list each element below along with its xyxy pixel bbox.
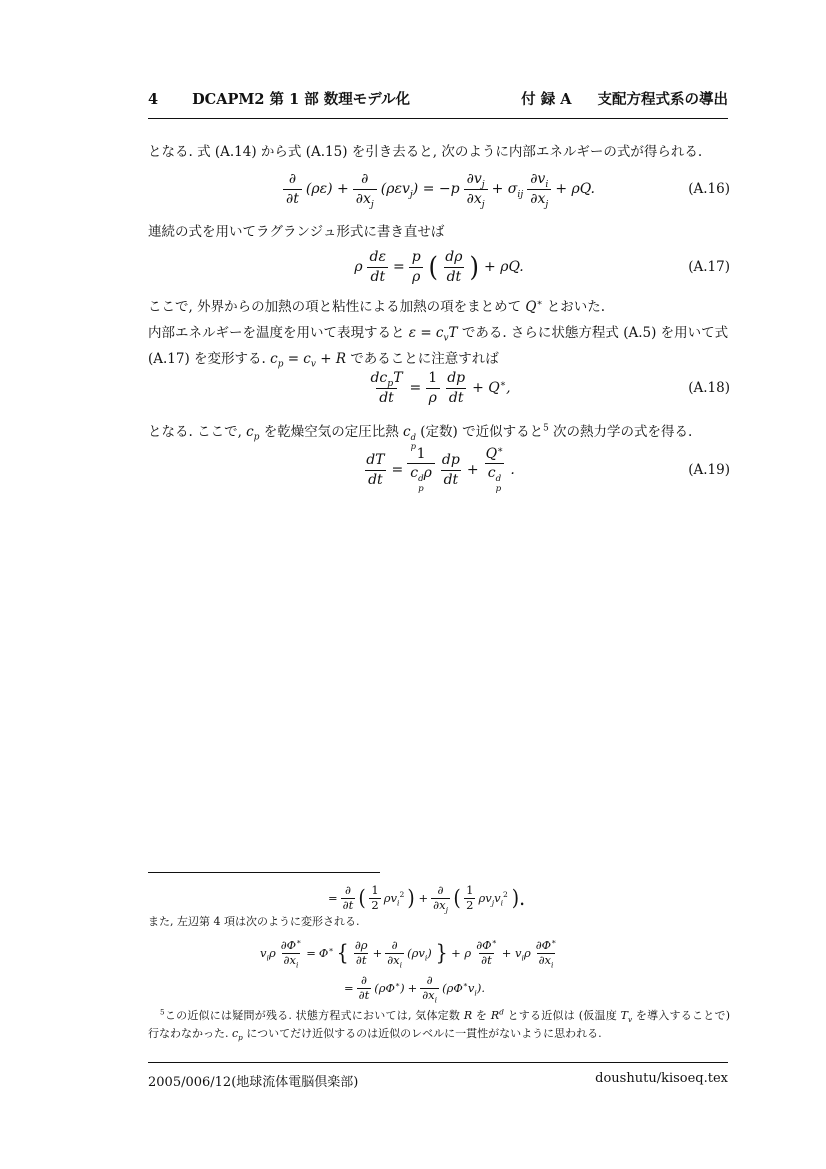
footnote-5-marker: 5: [160, 1007, 165, 1017]
equation-a17: [148, 241, 730, 293]
page-number: 4: [148, 91, 159, 108]
equation-a17-math: ρ $\frac{d\varepsilon}{dt}$ = $\frac{p}{\rho}$ ( $\frac{d\rho}{dt}$ ) + ρQ.: [354, 248, 524, 285]
paragraph-3-line-2: 内部エネルギーを温度を用いて表現すると $\varepsilon = c_vT$ である. さらに状態方程式 (A.5) を用いて式: [148, 325, 729, 344]
right-brace: }: [435, 940, 448, 965]
equation-a19-math: $\frac{dT}{dt}$ = 1 c d p ρ $\frac{dp}{dt}$ + Q∗ c d p .: [366, 444, 515, 495]
page-footer: [148, 1062, 728, 1090]
paragraph-3: [148, 294, 730, 372]
paragraph-3-line-3: (A.17) を変形する. $c_p = c_v + R$ であることに注意すれば: [148, 351, 499, 370]
appendix-label: 付 録 A: [521, 91, 572, 108]
footnote-text: また, 左辺第 4 項は次のように変形される.: [148, 915, 360, 928]
equation-number-a19: (A.19): [688, 462, 730, 478]
footnote-5: $^5$この近似には疑問が残る. 状態方程式においては, 気体定数 R を $R^d$ とする近似は (仮温度 $T_v$ を導入することで) 行なわなかった. $c_p$ についてだけ近似するのは近似のレベルに一貫性がないように思われる.: [148, 1007, 731, 1043]
equation-a19: [148, 443, 730, 497]
footer-filename: doushutu/kisoeq.tex: [595, 1071, 728, 1086]
equation-a18-math: $\frac{dc_pT}{dt}$ = $\frac{1}{\rho}$ $\frac{dp}{dt}$ + Q∗,: [370, 369, 511, 406]
paragraph-2: 連続の式を用いてラグランジュ形式に書き直せば: [148, 224, 445, 240]
left-paren: (: [453, 885, 461, 910]
right-paren: ): [407, 885, 416, 910]
equation-a16: [148, 163, 730, 215]
left-brace: {: [337, 940, 350, 965]
paragraph-1: となる. 式 (A.14) から式 (A.15) を引き去ると, 次のように内部エネルギーの式が得られる.: [148, 144, 703, 160]
paragraph-3-line-1: ここで, 外界からの加熱の項と粘性による加熱の項をまとめて Q∗ とおいた.: [148, 298, 606, 315]
header-right: [521, 88, 728, 109]
right-paren: ): [470, 251, 480, 283]
equation-a16-math: $\frac{\partial}{\partial t}$ (ρε) + $\frac{\partial}{\partial x_j}$ (ρεv$_j$) = −p $\frac{\partial v_j}{\partial x_j}$ + $\sigma_{ij}$ $\frac{\partial v_i}{\partial x_j}$ + ρQ.: [283, 170, 595, 209]
footer-date: 2005/006/12(地球流体電脳倶楽部): [148, 1075, 359, 1090]
header-left: [148, 88, 410, 109]
footnote-equation-line1: $v_i\rho$ $\frac{\partial\Phi^∗}{\partial x_i}$ = Φ∗ { $\frac{\partial\rho}{\partial t}$ + $\frac{\partial}{\partial x_i}$ $(\rho v_i)$ } + ρ $\frac{\partial\Phi^∗}{\partial t}$ + $v_i\rho$ $\frac{\partial\Phi^∗}{\partial x_i}$: [260, 936, 557, 969]
equation-number-a17: (A.17): [688, 259, 730, 275]
footnote-equation-continued: = $\frac{\partial}{\partial t}$ ( $\frac{1}{2}$ $\rho v_i^2$ ) + $\frac{\partial}{\partial x_j}$ ( $\frac{1}{2}$ $\rho v_jv_i^2$ ).: [328, 882, 525, 914]
equation-a18: [148, 363, 730, 413]
left-paren: (: [358, 885, 367, 910]
equation-number-a18: (A.18): [688, 380, 730, 396]
right-paren: ).: [511, 885, 525, 910]
running-title-left: DCAPM2 第 1 部 数理モデル化: [192, 91, 411, 108]
footnote-rule: [148, 872, 380, 873]
footnote-equation-line2: = $\frac{\partial}{\partial t}$ (ρΦ∗) + $\frac{\partial}{\partial x_i}$ $(\rho\Phi^∗v_i)$.: [344, 972, 486, 1004]
left-paren: (: [428, 251, 438, 283]
appendix-title: 支配方程式系の導出: [597, 91, 728, 108]
page-header: [148, 88, 728, 119]
footnote-5-reference: 5: [543, 423, 549, 434]
equation-number-a16: (A.16): [688, 181, 730, 197]
paragraph-4: となる. ここで, $c_p$ を乾燥空気の定圧比熱 c d p (定数) で近似すると$^5$ 次の熱力学の式を得る.: [148, 423, 693, 452]
